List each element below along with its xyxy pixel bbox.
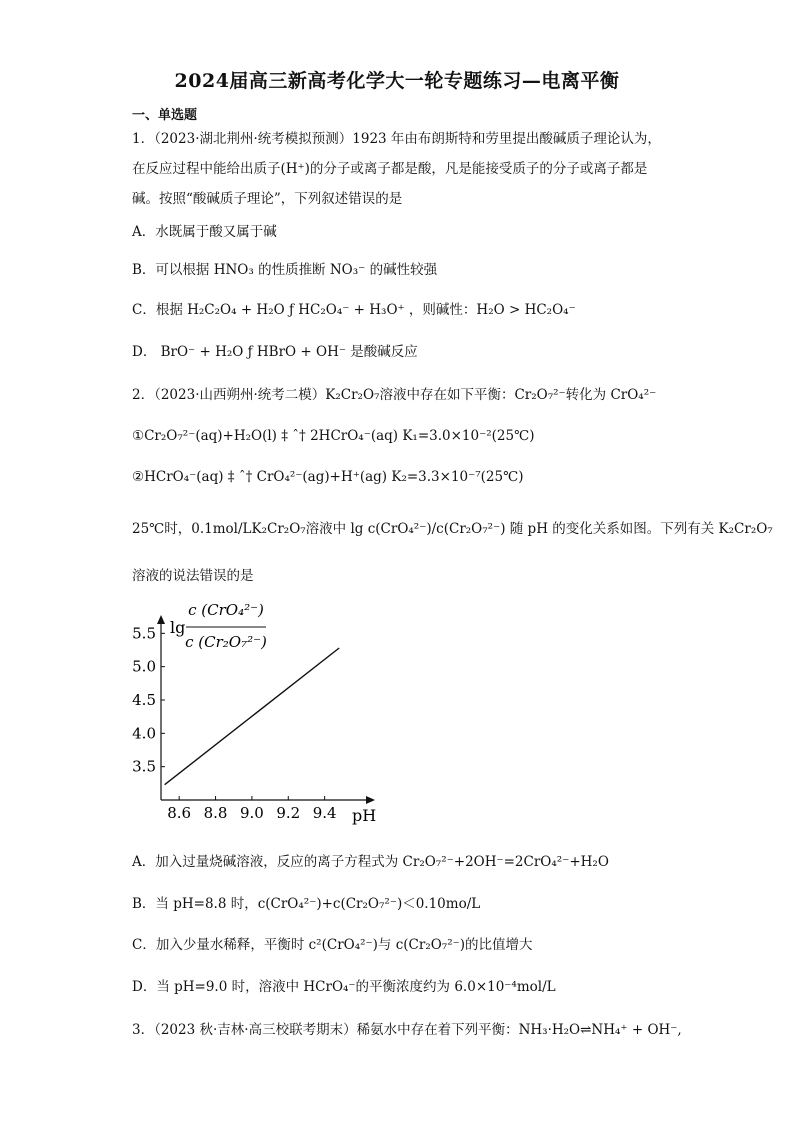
q1-option-d: D． BrO⁻ + H₂O ƒ HBrO + OH⁻ 是酸碱反应 [132,344,418,360]
q3-stem-line1: 3．（2023 秋·吉林·高三校联考期末）稀氨水中存在着下列平衡：NH₃·H₂O⇌NH₄⁺ + OH⁻, [132,1022,682,1038]
q1-option-a: A．水既属于酸又属于碱 [132,224,277,240]
x-tick-label: 9.2 [276,804,301,822]
q1-stem-line2: 在反应过程中能给出质子(H⁺)的分子或离子都是酸，凡是能接受质子的分子或离子都是 [132,161,648,177]
q2-equilibrium-2: ②HCrO₄⁻(aq) ‡ ˆ† CrO₄²⁻(ag)+H⁺(ag) K₂=3.3×10⁻⁷(25℃) [132,469,524,485]
q1-stem-line1: 1．（2023·湖北荆州·统考模拟预测）1923 年由布朗斯特和劳里提出酸碱质子理论认为， [132,131,661,147]
y-axis-label-numerator: c (CrO₄²⁻) [188,601,264,619]
x-axis-label: pH [352,806,377,825]
q2-stem-line4: 25℃时，0.1mol/LK₂Cr₂O₇溶液中 lg c(CrO₄²⁻)/c(Cr₂O₇²⁻) 随 pH 的变化关系如图。下列有关 K₂Cr₂O₇ [132,521,773,537]
q2-option-c: C．加入少量水稀释，平衡时 c²(CrO₄²⁻)与 c(Cr₂O₇²⁻)的比值增大 [132,937,533,953]
series-line [165,648,340,785]
chart-series [165,648,340,785]
q2-stem-line5: 溶液的说法错误的是 [132,568,254,584]
y-axis-label-denominator: c (Cr₂O₇²⁻) [185,633,267,651]
q2-stem-line1: 2．（2023·山西朔州·统考二模）K₂Cr₂O₇溶液中存在如下平衡：Cr₂O₇²⁻转化为 CrO₄²⁻ [132,387,657,403]
y-tick-label: 5.5 [132,624,156,643]
q1-option-b: B．可以根据 HNO₃ 的性质推断 NO₃⁻ 的碱性较强 [132,262,438,278]
y-axis-arrow [157,615,165,624]
x-tick-label: 8.8 [203,804,228,822]
q2-option-a: A．加入过量烧碱溶液，反应的离子方程式为 Cr₂O₇²⁻+2OH⁻=2CrO₄²⁻+H₂O [132,854,609,870]
x-tick-label: 8.6 [167,804,192,822]
q2-option-b: B．当 pH=8.8 时，c(CrO₄²⁻)+c(Cr₂O₇²⁻)＜0.10mo/L [132,896,481,912]
x-tick-label: 9.4 [312,804,337,822]
y-tick-label: 3.5 [132,757,156,776]
chart-svg [128,595,388,830]
x-axis-arrow [366,796,375,804]
document-title: 2024届高三新高考化学大一轮专题练习—电离平衡 [174,70,620,92]
ph-chart [128,595,388,834]
x-tick-label: 9.0 [239,804,264,822]
y-axis-label-prefix: lg [170,618,186,637]
q2-equilibrium-1: ①Cr₂O₇²⁻(aq)+H₂O(l) ‡ ˆ† 2HCrO₄⁻(aq) K₁=3.0×10⁻²(25℃) [132,428,535,444]
section-heading: 一、单选题 [132,108,198,123]
q1-option-c: C．根据 H₂C₂O₄ + H₂O ƒ HC₂O₄⁻ + H₃O⁺ ，则碱性：H₂O > HC₂O₄⁻ [132,302,576,318]
chart-ticks [132,624,336,822]
q2-option-d: D．当 pH=9.0 时，溶液中 HCrO₄⁻的平衡浓度约为 6.0×10⁻⁴mol/L [132,979,556,995]
y-tick-label: 4.0 [132,724,156,743]
q1-stem-line3: 碱。按照“酸碱质子理论”，下列叙述错误的是 [132,191,403,207]
y-tick-label: 5.0 [132,657,156,676]
y-tick-label: 4.5 [132,691,156,709]
